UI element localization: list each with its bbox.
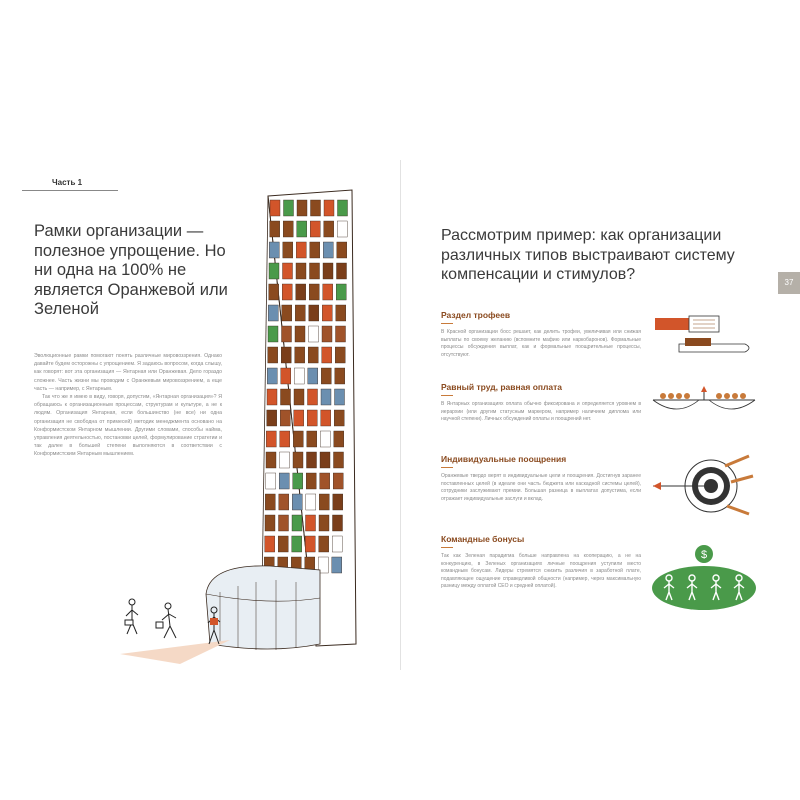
building-window [336, 284, 346, 300]
building-window [267, 410, 277, 426]
building-window [323, 263, 333, 279]
section-heading: Индивидуальные поощрения [441, 454, 567, 464]
building-window [270, 200, 280, 216]
building-window [310, 263, 320, 279]
building-window [305, 536, 315, 552]
building-window [324, 200, 334, 216]
building-window [306, 515, 316, 531]
building-window [332, 536, 342, 552]
building-window [320, 473, 330, 489]
building-window [321, 389, 331, 405]
building-window [268, 347, 278, 363]
building-window [294, 410, 304, 426]
building-window [278, 536, 288, 552]
building-window [311, 200, 321, 216]
building-window [282, 326, 292, 342]
target-arrows-icon [649, 452, 759, 522]
section-equal-pay [441, 382, 641, 424]
building-window [283, 221, 293, 237]
building-window [266, 473, 276, 489]
building-window [319, 515, 329, 531]
building-window [280, 431, 290, 447]
building-window [307, 410, 317, 426]
building-window [310, 221, 320, 237]
building-window [267, 389, 277, 405]
building-window [280, 410, 290, 426]
building-window [308, 389, 318, 405]
building-window [279, 494, 289, 510]
left-page-title: Рамки организации — полезное упрощение. Но ни одна на 100% не является Оранжевой или Зеленой [34, 222, 228, 318]
section-body: В Янтарных организациях оплата обычно фиксирована и определяется уровнем в иерархии (или другим статусным маркером, например наличием диплома или научной степени). Личных обсуждений оплаты и поощрений нет. [441, 401, 641, 423]
building-window [295, 326, 305, 342]
building-window [319, 494, 329, 510]
building-window [281, 347, 291, 363]
building-window [334, 452, 344, 468]
skyscraper-illustration [120, 174, 370, 664]
building-window [322, 326, 332, 342]
building-window [337, 221, 347, 237]
building-window [319, 536, 329, 552]
building-window [294, 389, 304, 405]
page-number-tab: 37 [778, 272, 800, 294]
building-window [292, 494, 302, 510]
building-window [297, 200, 307, 216]
section-heading: Раздел трофеев [441, 310, 511, 320]
building-window [269, 242, 279, 258]
building-window [284, 200, 294, 216]
building-window [335, 347, 345, 363]
building-window [281, 368, 291, 384]
chapter-label: Часть 1 [52, 178, 83, 187]
section-individual-rewards [441, 454, 641, 503]
building-window [322, 347, 332, 363]
building-window [333, 473, 343, 489]
building-window [308, 368, 318, 384]
right-page [401, 160, 800, 670]
building-window [265, 494, 275, 510]
building-window [279, 473, 289, 489]
building-window [268, 305, 278, 321]
building-window [338, 200, 348, 216]
building-window [335, 368, 345, 384]
section-team-bonuses [441, 534, 641, 591]
building-window [269, 284, 279, 300]
svg-text:$: $ [700, 549, 708, 561]
building-window [295, 347, 305, 363]
building-window [306, 473, 316, 489]
building-window [266, 431, 276, 447]
book-spread [0, 160, 800, 670]
section-rule [441, 323, 453, 324]
building-window [265, 536, 275, 552]
hands-money-icon [649, 310, 759, 362]
right-page-title: Рассмотрим пример: как организации различных типов выстраивают систему компенсации и стимулов? [441, 227, 735, 283]
building-window [309, 284, 319, 300]
building-window [294, 368, 304, 384]
team-dollar-icon [649, 540, 759, 612]
building-window [265, 515, 275, 531]
building-window [292, 536, 302, 552]
building-window [268, 326, 278, 342]
left-page [0, 160, 400, 670]
section-heading: Равный труд, равная оплата [441, 382, 563, 392]
building-window [308, 347, 318, 363]
balance-scale-icon [649, 382, 759, 426]
building-window [323, 242, 333, 258]
section-rule [441, 547, 453, 548]
building-window [320, 431, 330, 447]
building-window [334, 410, 344, 426]
building-window [280, 452, 290, 468]
building-window [321, 368, 331, 384]
building-window [322, 305, 332, 321]
building-window [266, 452, 276, 468]
building-window [320, 452, 330, 468]
section-heading: Командные бонусы [441, 534, 525, 544]
building-window [310, 242, 320, 258]
building-window [269, 263, 279, 279]
building-window [335, 389, 345, 405]
building-window [296, 284, 306, 300]
building-window [279, 515, 289, 531]
building-window [293, 452, 303, 468]
section-rule [441, 395, 453, 396]
building-window [296, 263, 306, 279]
building-window [283, 242, 293, 258]
section-body: Так как Зеленая парадигма больше направлена на кооперацию, а не на конкуренцию, в Зеленых организациях личные поощрения уступили место командным бонусам. Лидеры стремятся снизить различия в заработной плате, подавляющее ощущение справедливой общности (например, через максимальную разницу между оплатой CEO и средней оплатой). [441, 553, 641, 590]
building-window [307, 431, 317, 447]
paragraph: Эволюционные рамки помогают понять различные мировоззрения. Однако давайте будем осторожны с упрощением. Я задаюсь вопросом, когда слышу, как говорят: вот эта организация — Янтарная или Оранжевая. Дело гораздо сложнее. Часть жизни мы проводим с Оранжевым мировоззрением, а еще часть — например, с Янтарным. [34, 353, 222, 392]
section-body: В Красной организации босс решает, как делить трофеи, увеличивая или снижая выплаты по своему желанию (вспомните мафию или наркобаронов). Формальные процессы обсуждения выплат, как и формальные поощрительные процессы, отсутствуют. [441, 329, 641, 358]
building-window [295, 305, 305, 321]
section-rule [441, 467, 453, 468]
building-window [332, 557, 342, 573]
building-window [336, 305, 346, 321]
section-body: Оранжевые твердо верят в индивидуальные цели и поощрения. Достигнув заранее поставленных целей (в идеале они часть бюджета или каскадной системы целей), сотрудники заслуживают премии. Большая разница в выплатах допустима, если отражает индивидуальные заслуги и вклад. [441, 473, 641, 502]
building-window [333, 515, 343, 531]
chapter-rule [22, 190, 118, 191]
building-window [282, 305, 292, 321]
building-window [267, 368, 277, 384]
building-window [306, 494, 316, 510]
building-window [281, 389, 291, 405]
building-window [336, 326, 346, 342]
building-window [309, 326, 319, 342]
building-window [333, 494, 343, 510]
building-window [337, 242, 347, 258]
building-window [337, 263, 347, 279]
building-window [296, 242, 306, 258]
paragraph: Так что же я имею в виду, говоря, допустим, «Янтарная организация»? Я обращаюсь к организационным процессам, структурам и культуре, а не к людям. Организация Янтарная, если большинство (не все) ни одна организация не свободна от примесей) методик менеджмента основано на Конформистском Янтарном мышлении. Другими словами, способы найма, управления деятельностью, постановки целей, формулирование стратегии и так далее в большей степени выполняются в соответствии с Конформистским Янтарным мышлением. [34, 394, 222, 458]
building-window [324, 221, 334, 237]
building-window [293, 431, 303, 447]
building-window [270, 221, 280, 237]
building-window [321, 410, 331, 426]
building-window [334, 431, 344, 447]
walking-people-icon [125, 599, 220, 644]
building-window [307, 452, 317, 468]
building-window [282, 284, 292, 300]
building-window [292, 515, 302, 531]
section-trophies [441, 310, 641, 359]
building-window [323, 284, 333, 300]
building-window [297, 221, 307, 237]
building-window [309, 305, 319, 321]
building-window [293, 473, 303, 489]
building-window [283, 263, 293, 279]
